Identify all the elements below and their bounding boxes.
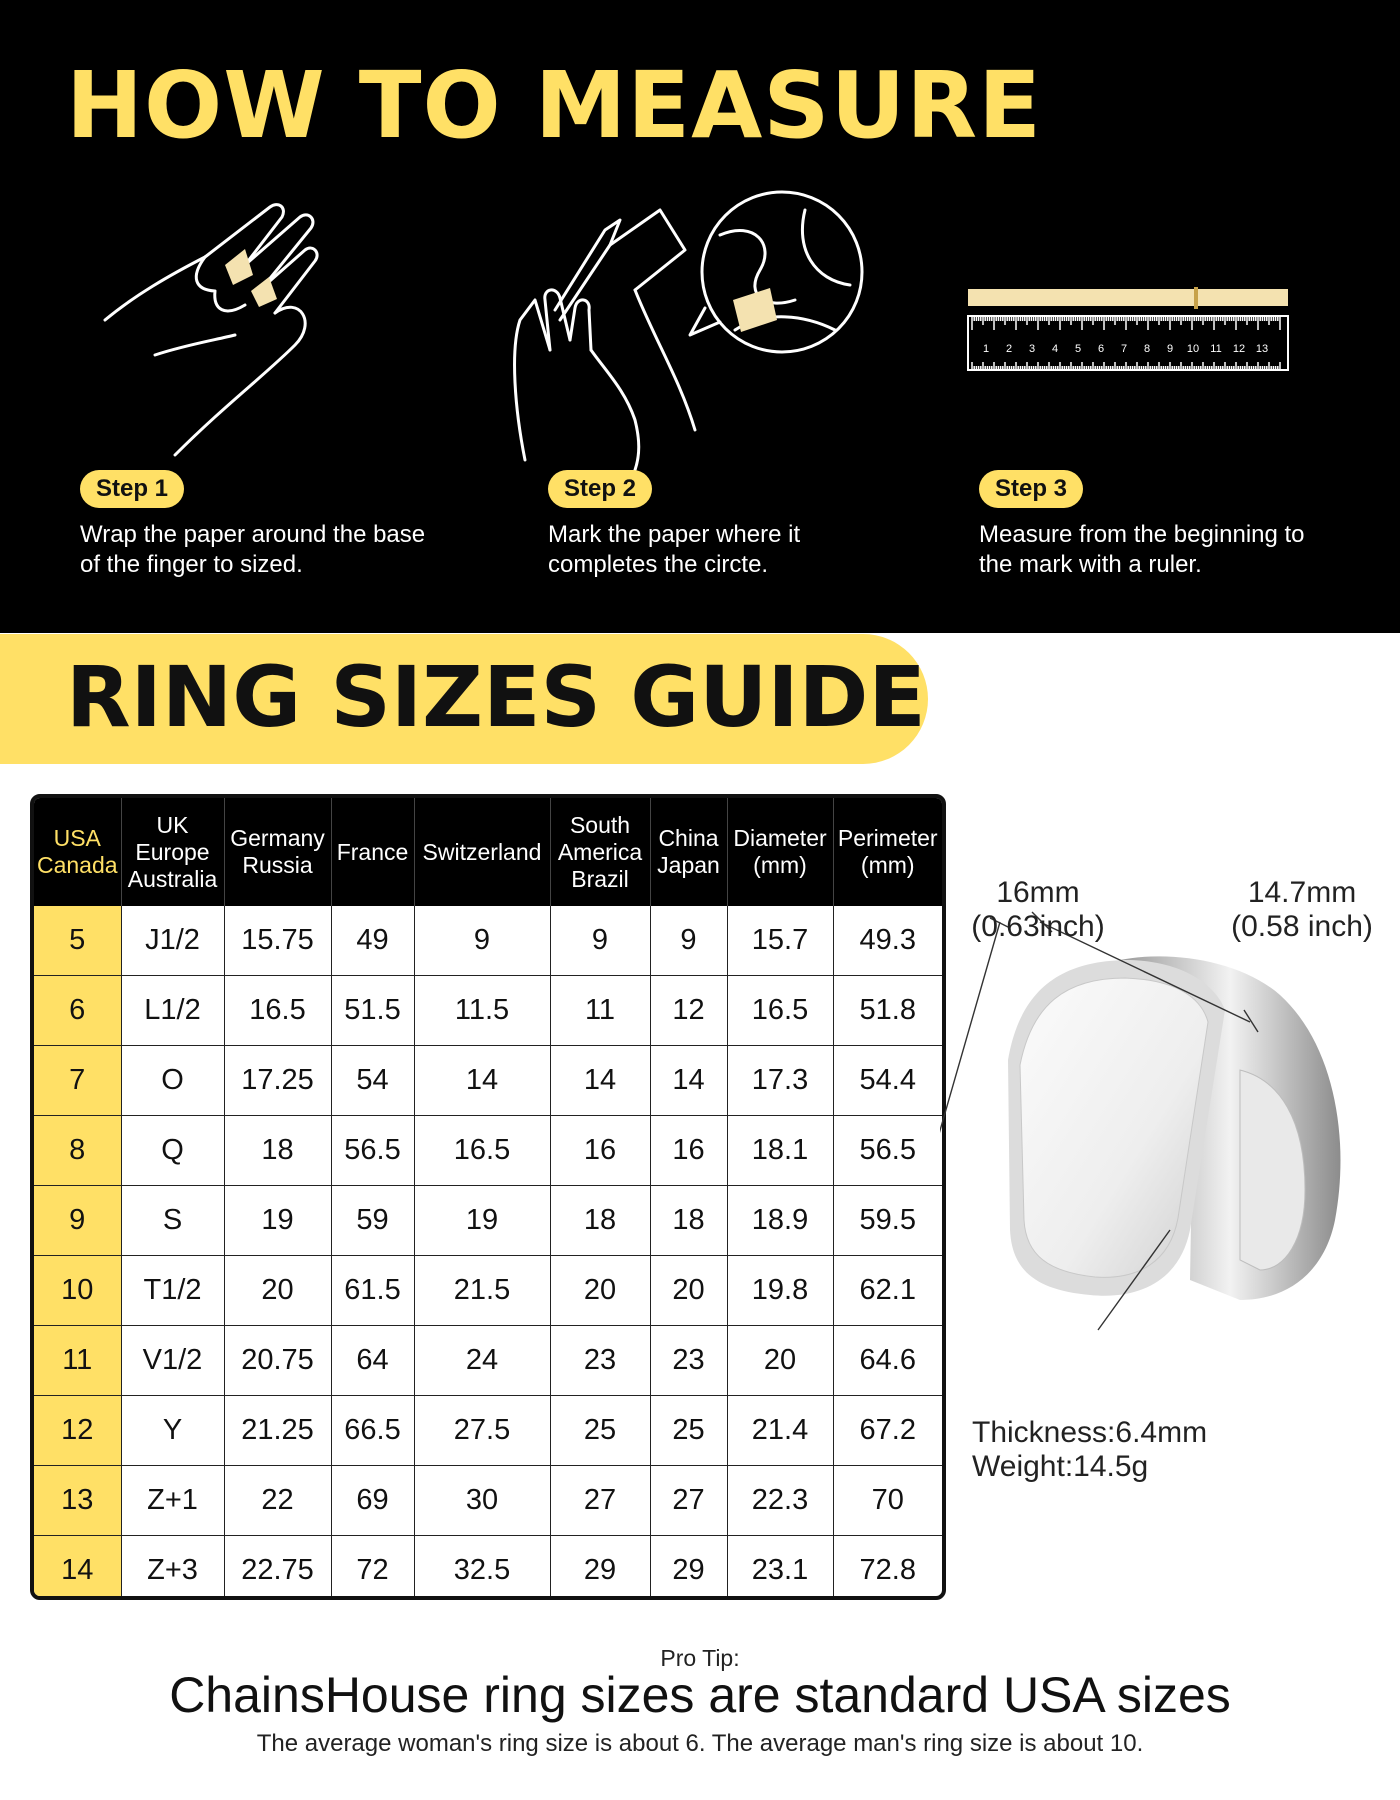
- usa-size-cell: 14: [34, 1536, 121, 1601]
- size-cell: 15.7: [727, 906, 833, 976]
- size-cell: 18: [650, 1186, 727, 1256]
- size-cell: 14: [550, 1046, 650, 1116]
- size-cell: 54.4: [833, 1046, 942, 1116]
- size-cell: 15.75: [224, 906, 331, 976]
- column-header-line: China: [658, 825, 719, 851]
- column-header-line: Brazil: [571, 865, 629, 892]
- size-cell: 18: [550, 1186, 650, 1256]
- size-cell: 16.5: [414, 1116, 550, 1186]
- column-header-line: Germany: [230, 825, 325, 851]
- size-cell: 21.5: [414, 1256, 550, 1326]
- column-header-line: Europe: [135, 838, 210, 865]
- ruler-number: 6: [1097, 343, 1105, 355]
- size-cell: 51.8: [833, 976, 942, 1046]
- size-cell: 56.5: [833, 1116, 942, 1186]
- column-header-line: UK: [156, 811, 189, 838]
- ring-length-label: [1214, 876, 1390, 944]
- column-header-line: Australia: [127, 865, 218, 892]
- column-header-line: Perimeter: [837, 825, 938, 851]
- size-cell: 12: [650, 976, 727, 1046]
- size-cell: 54: [331, 1046, 414, 1116]
- how-to-measure-section: [0, 0, 1400, 633]
- table-header-row: [34, 798, 942, 906]
- size-cell: 51.5: [331, 976, 414, 1046]
- ruler-number: 7: [1120, 343, 1128, 355]
- ruler-number: 11: [1210, 343, 1222, 355]
- size-cell: 49: [331, 906, 414, 976]
- ruler-number: 9: [1166, 343, 1174, 355]
- table-row: [34, 1046, 942, 1116]
- size-cell: Z+1: [121, 1466, 224, 1536]
- size-cell: 19: [414, 1186, 550, 1256]
- ruler-number: 8: [1143, 343, 1151, 355]
- ruler-number: 1: [982, 343, 990, 355]
- size-cell: 67.2: [833, 1396, 942, 1466]
- table-row: [34, 1256, 942, 1326]
- size-cell: 59: [331, 1186, 414, 1256]
- hand-marking-icon: [505, 190, 875, 480]
- size-cell: 9: [550, 906, 650, 976]
- column-header: [331, 798, 414, 906]
- table-row: [34, 1466, 942, 1536]
- size-cell: 23: [550, 1326, 650, 1396]
- size-cell: 20.75: [224, 1326, 331, 1396]
- size-cell: 29: [550, 1536, 650, 1601]
- usa-size-cell: 8: [34, 1116, 121, 1186]
- usa-size-cell: 7: [34, 1046, 121, 1116]
- size-cell: 19.8: [727, 1256, 833, 1326]
- usa-size-cell: 10: [34, 1256, 121, 1326]
- column-header: [833, 798, 942, 906]
- size-cell: O: [121, 1046, 224, 1116]
- size-cell: V1/2: [121, 1326, 224, 1396]
- ruler-number: 10: [1186, 343, 1200, 355]
- size-cell: 29: [650, 1536, 727, 1601]
- ring-thickness: Thickness:6.4mm: [972, 1416, 1208, 1449]
- column-header-line: (mm): [860, 852, 915, 878]
- size-cell: J1/2: [121, 906, 224, 976]
- hand-wrap-icon: [95, 195, 395, 475]
- column-header-line: Russia: [242, 852, 313, 878]
- table-row: [34, 1326, 942, 1396]
- size-cell: 27: [550, 1466, 650, 1536]
- size-cell: 24: [414, 1326, 550, 1396]
- usa-size-cell: 11: [34, 1326, 121, 1396]
- size-cell: 72.8: [859, 1554, 916, 1586]
- size-cell: 66.5: [331, 1396, 414, 1466]
- size-cell: 9: [650, 906, 727, 976]
- ruler-number: 3: [1028, 343, 1036, 355]
- ring-length-mm: 14.7mm: [1247, 876, 1357, 909]
- size-cell: 16.5: [727, 976, 833, 1046]
- ruler-number: 4: [1051, 343, 1059, 355]
- column-header-line: (mm): [753, 852, 807, 878]
- column-header-line: Diameter: [733, 825, 827, 851]
- pro-tip-note: The average woman's ring size is about 6. The average man's ring size is about 10.: [256, 1730, 1144, 1757]
- column-header: [727, 798, 833, 906]
- usa-size-cell: 6: [34, 976, 121, 1046]
- size-cell: 20: [650, 1256, 727, 1326]
- step-1-text: Wrap the paper around the base of the finger to sized.: [80, 521, 426, 578]
- size-cell: 21.25: [224, 1396, 331, 1466]
- size-cell: 22.3: [727, 1466, 833, 1536]
- step-3-text: Measure from the beginning to the mark with a ruler.: [979, 521, 1305, 578]
- table-row: [34, 1536, 942, 1601]
- pro-tip-label: Pro Tip:: [660, 1645, 740, 1671]
- column-header: [414, 798, 550, 906]
- size-cell: 20: [550, 1256, 650, 1326]
- column-header-line: America: [557, 838, 643, 865]
- ring-width-inch: (0.63inch): [971, 910, 1105, 943]
- table-row: [34, 1186, 942, 1256]
- ring-size-table: [30, 794, 946, 1600]
- size-cell: 61.5: [331, 1256, 414, 1326]
- ruler-number: 12: [1232, 343, 1246, 355]
- column-header: [224, 798, 331, 906]
- size-cell: 18.1: [727, 1116, 833, 1186]
- step-3: [979, 470, 1339, 580]
- size-cell: 27.5: [414, 1396, 550, 1466]
- column-header-line: South: [569, 811, 631, 838]
- page-title: HOW TO MEASURE: [66, 52, 1042, 159]
- size-cell: 69: [331, 1466, 414, 1536]
- size-cell: Y: [121, 1396, 224, 1466]
- column-header-line: Canada: [36, 852, 118, 878]
- size-cell: 27: [650, 1466, 727, 1536]
- table-row: [34, 1116, 942, 1186]
- step-2-text: Mark the paper where it completes the circte.: [548, 521, 801, 578]
- size-cell: 72: [331, 1536, 414, 1601]
- size-cell: 22.75: [224, 1536, 331, 1601]
- size-cell: 11.5: [414, 976, 550, 1046]
- size-cell: 20: [224, 1256, 331, 1326]
- size-cell: 17.3: [727, 1046, 833, 1116]
- ruler-number: 13: [1255, 343, 1269, 355]
- size-cell: 9: [414, 906, 550, 976]
- usa-size-cell: 5: [34, 906, 121, 976]
- column-header: [650, 798, 727, 906]
- usa-size-cell: 12: [34, 1396, 121, 1466]
- table-row: [34, 976, 942, 1046]
- column-header: [34, 798, 121, 906]
- size-cell: 11: [550, 976, 650, 1046]
- ring-width-mm: 16mm: [996, 876, 1080, 909]
- size-cell: 59.5: [833, 1186, 942, 1256]
- size-cell: 14: [650, 1046, 727, 1116]
- ring-length-inch: (0.58 inch): [1231, 910, 1373, 943]
- size-cell: 49.3: [833, 906, 942, 976]
- guide-title: RING SIZES GUIDE: [66, 648, 926, 746]
- size-cell: 56.5: [331, 1116, 414, 1186]
- ring-weight: Weight:14.5g: [972, 1450, 1149, 1483]
- column-header-line: USA: [53, 825, 101, 851]
- size-cell: 64.6: [833, 1326, 942, 1396]
- size-cell: Z+3: [121, 1536, 224, 1601]
- size-cell: 20: [727, 1326, 833, 1396]
- column-header-line: France: [336, 838, 409, 865]
- ruler-number: 2: [1005, 343, 1013, 355]
- table-row: [34, 1396, 942, 1466]
- column-header: [121, 798, 224, 906]
- size-cell: 19: [224, 1186, 331, 1256]
- column-header: [550, 798, 650, 906]
- step-1: [80, 470, 440, 580]
- pro-tip-headline: ChainsHouse ring sizes are standard USA sizes: [169, 1667, 1231, 1723]
- size-cell: 18: [224, 1116, 331, 1186]
- size-cell: T1/2: [121, 1256, 224, 1326]
- size-cell: 23.1: [727, 1536, 833, 1601]
- size-cell: 16.5: [224, 976, 331, 1046]
- ruler-number: 5: [1074, 343, 1082, 355]
- size-cell: 16: [550, 1116, 650, 1186]
- size-cell: 23: [650, 1326, 727, 1396]
- usa-size-cell: 13: [34, 1466, 121, 1536]
- ring-width-label: [958, 876, 1118, 944]
- column-header-line: Japan: [657, 852, 720, 878]
- size-cell: 64: [331, 1326, 414, 1396]
- size-cell: 14: [414, 1046, 550, 1116]
- usa-size-cell: 9: [34, 1186, 121, 1256]
- ruler-icon: [966, 285, 1290, 375]
- size-cell: 17.25: [224, 1046, 331, 1116]
- size-cell: 70: [833, 1466, 942, 1536]
- size-cell: S: [121, 1186, 224, 1256]
- size-cell: 18.9: [727, 1186, 833, 1256]
- size-cell: 16: [650, 1116, 727, 1186]
- step-3-badge: Step 3: [979, 470, 1083, 508]
- table-row: [34, 906, 942, 976]
- signet-ring-image: [940, 900, 1380, 1420]
- size-cell: Q: [121, 1116, 224, 1186]
- size-cell: 30: [414, 1466, 550, 1536]
- step-1-badge: Step 1: [80, 470, 184, 508]
- step-2-badge: Step 2: [548, 470, 652, 508]
- size-cell: 22: [224, 1466, 331, 1536]
- step-2: [548, 470, 908, 580]
- size-cell: 25: [550, 1396, 650, 1466]
- size-cell: 21.4: [727, 1396, 833, 1466]
- size-cell: 25: [650, 1396, 727, 1466]
- size-cell: L1/2: [121, 976, 224, 1046]
- size-cell: 32.5: [414, 1536, 550, 1601]
- column-header-line: Switzerland: [422, 838, 542, 865]
- size-cell: 62.1: [833, 1256, 942, 1326]
